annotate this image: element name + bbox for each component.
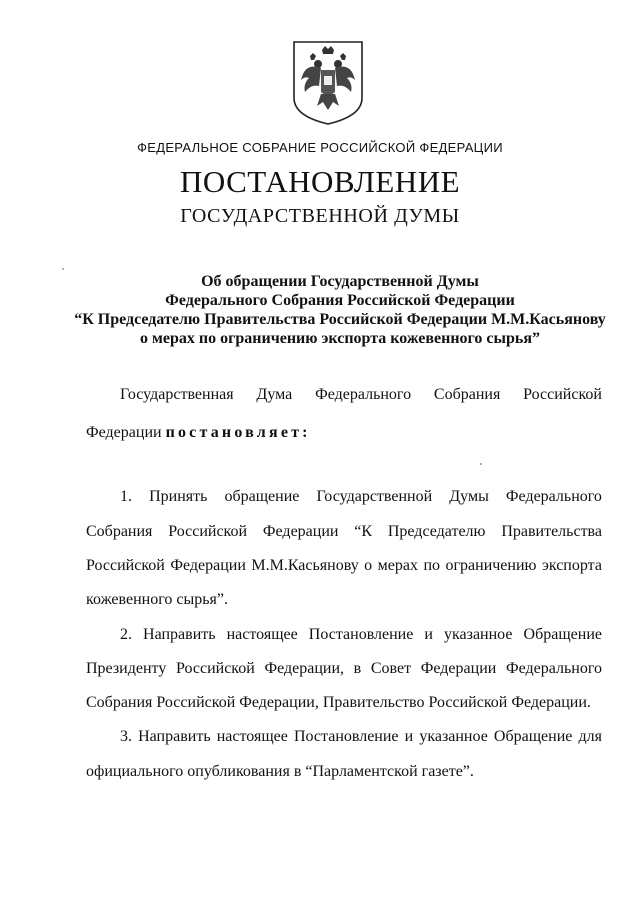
item-text: экспорта — [541, 557, 602, 574]
item-1-line-3 — [86, 557, 602, 575]
document-subject — [40, 272, 640, 348]
preamble-word: Федерального — [315, 386, 412, 403]
item-text: обращение — [224, 488, 300, 505]
item-text: 1. — [120, 488, 132, 505]
item-text: Федерации — [262, 523, 339, 540]
organization-name: ФЕДЕРАЛЬНОЕ СОБРАНИЕ РОССИЙСКОЙ ФЕДЕРАЦИИ — [137, 140, 503, 155]
item-text: Постановление — [308, 626, 414, 643]
document-issuer: ГОСУДАРСТВЕННОЙ ДУМЫ — [180, 205, 460, 227]
preamble-line-2 — [86, 424, 311, 442]
item-text: о — [364, 557, 373, 574]
item-2-line-1 — [120, 626, 602, 644]
subject-line: о мерах по ограничению экспорта кожевенного сырья” — [139, 330, 541, 347]
item-text: 2. — [120, 626, 132, 643]
preamble-word: Российской — [523, 386, 602, 403]
item-text: Российской — [86, 557, 165, 574]
item-text: Обращение — [493, 728, 573, 745]
item-text: Федерации — [420, 660, 497, 677]
subject-line: Федерального Собрания Российской Федерации — [165, 292, 515, 309]
item-text: в — [353, 660, 362, 677]
item-text: настоящее — [216, 728, 288, 745]
item-text: указанное — [419, 728, 488, 745]
item-1-line-4: кожевенного сырья”. — [86, 591, 228, 608]
item-text: и — [404, 728, 414, 745]
item-text: 3. — [120, 728, 132, 745]
russian-coat-of-arms-icon — [291, 40, 365, 126]
item-1-line-2 — [86, 523, 602, 541]
item-text: ограничению — [445, 557, 537, 574]
preamble-word: Дума — [256, 386, 293, 403]
item-text: по — [423, 557, 440, 574]
item-2-line-3: Собрания Российской Федерации, Правительство Российской Федерации. — [86, 694, 591, 711]
subject-line: “К Председателю Правительства Российской Федерации М.М.Касьянову — [74, 311, 606, 328]
item-text: и — [424, 626, 433, 643]
item-text: Постановление — [293, 728, 399, 745]
item-text: Председателю — [387, 523, 486, 540]
subject-line: Об обращении Государственной Думы — [201, 273, 479, 290]
item-3-line-2: официального опубликования в “Парламентской газете”. — [86, 763, 474, 780]
item-text: Российской — [175, 660, 255, 677]
item-text: Правительства — [501, 523, 602, 540]
item-text: указанное — [444, 626, 513, 643]
item-text: Думы — [449, 488, 489, 505]
item-text: Президенту — [86, 660, 167, 677]
item-text: Федерации — [170, 557, 246, 574]
item-3-line-1 — [120, 728, 602, 746]
item-text: Собрания — [86, 523, 153, 540]
item-text: “К — [354, 523, 373, 540]
item-text: мерах — [377, 557, 418, 574]
item-text: Принять — [149, 488, 208, 505]
item-text: Федерального — [505, 488, 602, 505]
document-type: ПОСТАНОВЛЕНИЕ — [179, 164, 461, 199]
item-1-line-1 — [120, 488, 602, 506]
item-text: Направить — [138, 728, 211, 745]
preamble-line-1 — [120, 386, 602, 404]
item-text: Федерации, — [264, 660, 345, 677]
item-text: Направить — [143, 626, 216, 643]
resolves-keyword: постановляет: — [165, 424, 311, 441]
item-text: Федерального — [505, 660, 602, 677]
scan-speck — [62, 268, 64, 270]
item-text: Обращение — [523, 626, 602, 643]
item-text: М.М.Касьянову — [251, 557, 359, 574]
item-text: для — [578, 728, 602, 745]
preamble-text: Федерации — [86, 424, 162, 441]
item-2-line-2 — [86, 660, 602, 678]
item-text: Совет — [370, 660, 412, 677]
item-text: Государственной — [316, 488, 433, 505]
item-text: Российской — [168, 523, 248, 540]
preamble-word: Государственная — [120, 386, 234, 403]
item-text: настоящее — [226, 626, 298, 643]
scan-speck — [480, 463, 482, 465]
preamble-word: Собрания — [433, 386, 501, 403]
